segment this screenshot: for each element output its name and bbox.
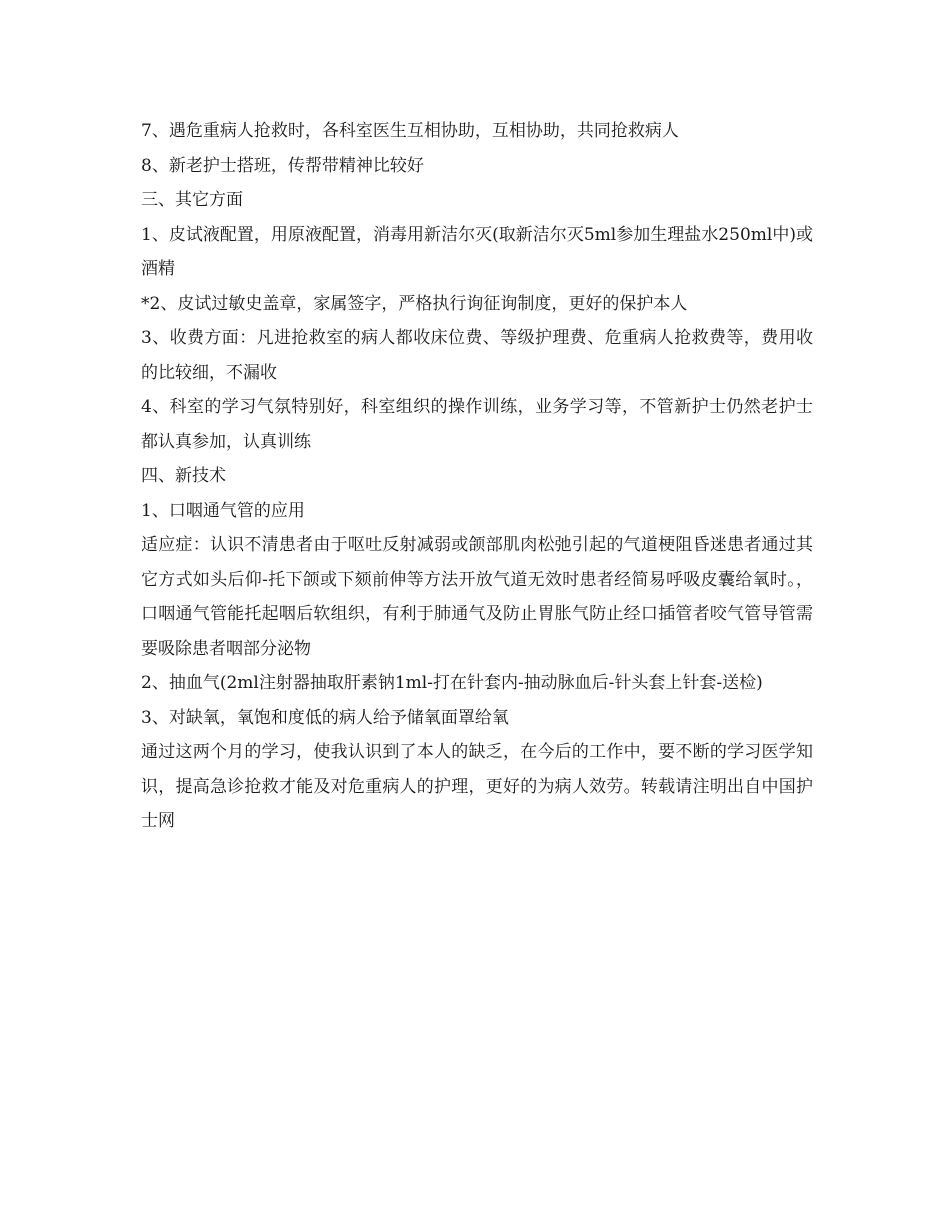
paragraph-oxygen-mask: 3、对缺氧，氧饱和度低的病人给予储氧面罩给氧 — [141, 707, 509, 728]
paragraph-conclusion: 通过这两个月的学习，使我认识到了本人的缺乏，在今后的工作中，要不断的学习医学知识，提高急诊抢救才能及对危重病人的护理，更好的为病人效劳。转载请注明出自中国护士网 — [141, 742, 813, 831]
paragraph-item-8: 8、新老护士搭班，传帮带精神比较好 — [141, 155, 424, 176]
paragraph-item-7: 7、遇危重病人抢救时，各科室医生互相协助，互相协助，共同抢救病人 — [141, 121, 679, 141]
paragraph-skin-test-solution: 1、皮试液配置，用原液配置，消毒用新洁尔灭(取新洁尔灭5ml参加生理盐水250ml中)或酒精 — [141, 224, 813, 279]
paragraph-blood-gas: 2、抽血气(2ml注射器抽取肝素钠1ml-打在针套内-抽动脉血后-针头套上针套-送检) — [141, 673, 763, 693]
section-heading-other: 三、其它方面 — [141, 190, 243, 210]
paragraph-allergy-history: *2、皮试过敏史盖章，家属签字，严格执行询征询制度，更好的保护本人 — [141, 293, 688, 314]
paragraph-indications: 适应症：认识不清患者由于呕吐反射减弱或颌部肌肉松弛引起的气道梗阻昏迷患者通过其它方式如头后仰-托下颌或下颏前伸等方法开放气道无效时患者经简易呼吸皮囊给氧时。，口咽通气管能托起咽后软组织，有利于肺通气及防止胃胀气防止经口插管者咬气管导管需要吸除患者咽部分泌物 — [141, 535, 813, 659]
paragraph-learning-atmosphere: 4、科室的学习气氛特别好，科室组织的操作训练，业务学习等，不管新护士仍然老护士都认真参加，认真训练 — [141, 397, 813, 452]
section-heading-new-tech: 四、新技术 — [141, 466, 226, 486]
paragraph-billing: 3、收费方面：凡进抢救室的病人都收床位费、等级护理费、危重病人抢救费等，费用收的比较细，不漏收 — [141, 328, 813, 383]
document-body — [141, 114, 813, 839]
paragraph-oropharyngeal-airway: 1、口咽通气管的应用 — [141, 500, 305, 521]
